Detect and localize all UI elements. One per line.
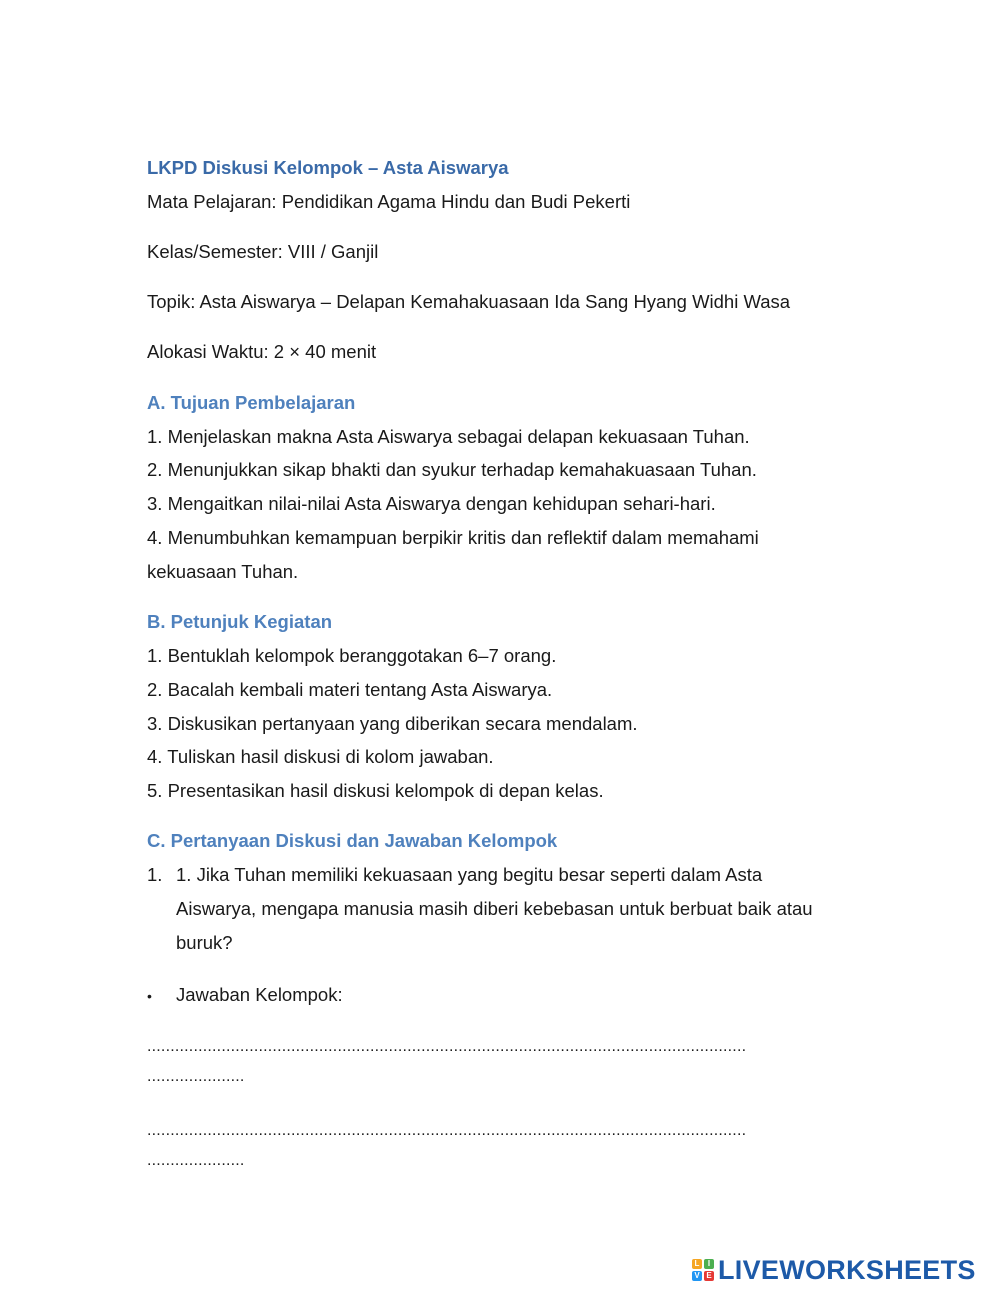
instruction-item: 5. Presentasikan hasil diskusi kelompok di depan kelas. bbox=[147, 780, 604, 801]
objective-item: 1. Menjelaskan makna Asta Aiswarya sebagai delapan kekuasaan Tuhan. bbox=[147, 426, 750, 447]
logo-letter: V bbox=[692, 1271, 702, 1281]
logo-letter: I bbox=[704, 1259, 714, 1269]
class-info: Kelas/Semester: VIII / Ganjil bbox=[147, 241, 379, 262]
section-c-heading: C. Pertanyaan Diskusi dan Jawaban Kelompok bbox=[147, 830, 558, 851]
logo-text: LIVEWORKSHEETS bbox=[718, 1254, 976, 1285]
subject-info: Mata Pelajaran: Pendidikan Agama Hindu dan Budi Pekerti bbox=[147, 191, 631, 212]
instruction-item: 3. Diskusikan pertanyaan yang diberikan secara mendalam. bbox=[147, 713, 638, 734]
instruction-item: 4. Tuliskan hasil diskusi di kolom jawaban. bbox=[147, 746, 494, 767]
liveworksheets-logo bbox=[692, 1253, 976, 1287]
question-number: 1. bbox=[147, 864, 163, 885]
answer-field-continued[interactable]: ..................... bbox=[147, 1152, 245, 1169]
page-title: LKPD Diskusi Kelompok – Asta Aiswarya bbox=[147, 157, 509, 178]
objective-item: 3. Mengaitkan nilai-nilai Asta Aiswarya dengan kehidupan sehari-hari. bbox=[147, 493, 716, 514]
section-a-heading: A. Tujuan Pembelajaran bbox=[147, 392, 356, 413]
section-b-heading: B. Petunjuk Kegiatan bbox=[147, 611, 333, 632]
answer-label: Jawaban Kelompok: bbox=[176, 984, 343, 1005]
logo-mark-icon bbox=[692, 1259, 714, 1281]
topic-info: Topik: Asta Aiswarya – Delapan Kemahakuasaan Ida Sang Hyang Widhi Wasa bbox=[147, 291, 791, 312]
logo-letter: L bbox=[692, 1259, 702, 1269]
answer-field[interactable]: ................................................................................................................................. bbox=[147, 1038, 747, 1055]
time-info: Alokasi Waktu: 2 × 40 menit bbox=[147, 341, 377, 362]
answer-field[interactable]: ................................................................................................................................. bbox=[147, 1122, 747, 1139]
question-text-line: 1. Jika Tuhan memiliki kekuasaan yang begitu besar seperti dalam Asta bbox=[176, 864, 763, 885]
logo-letter: E bbox=[704, 1271, 714, 1281]
answer-field-continued[interactable]: ..................... bbox=[147, 1068, 245, 1085]
instruction-item: 1. Bentuklah kelompok beranggotakan 6–7 orang. bbox=[147, 645, 557, 666]
objective-item-continued: kekuasaan Tuhan. bbox=[147, 561, 299, 582]
question-text-line: buruk? bbox=[176, 932, 233, 953]
bullet-icon: • bbox=[147, 988, 152, 1004]
objective-item: 2. Menunjukkan sikap bhakti dan syukur terhadap kemahakuasaan Tuhan. bbox=[147, 459, 757, 480]
question-text-line: Aiswarya, mengapa manusia masih diberi kebebasan untuk berbuat baik atau bbox=[176, 898, 813, 919]
instruction-item: 2. Bacalah kembali materi tentang Asta Aiswarya. bbox=[147, 679, 553, 700]
objective-item: 4. Menumbuhkan kemampuan berpikir kritis dan reflektif dalam memahami bbox=[147, 527, 759, 548]
